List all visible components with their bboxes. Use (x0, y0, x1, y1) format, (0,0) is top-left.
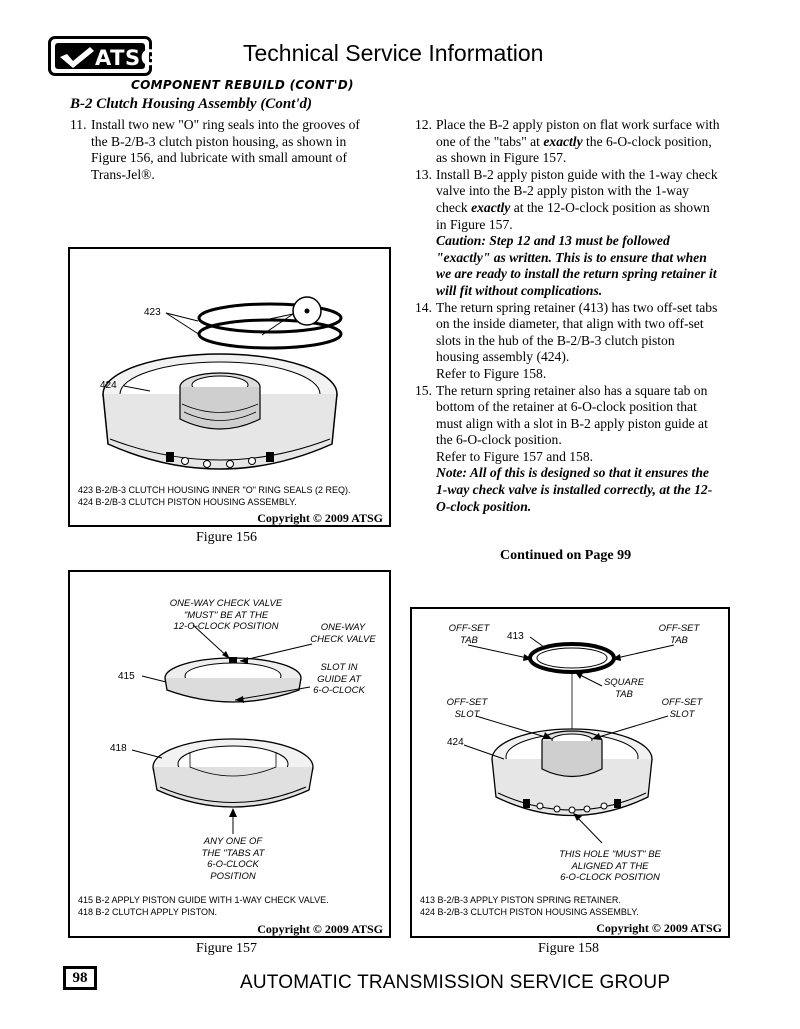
caption-line: 423 B-2/B-3 CLUTCH HOUSING INNER "O" RING SEALS (2 REQ). (78, 485, 351, 495)
callout-line: SLOT IN (320, 662, 358, 673)
step-11 (70, 117, 370, 183)
figure-reference: Refer to Figure 157 and 158. (436, 448, 594, 464)
callout-check-valve (310, 622, 376, 645)
callout-line: "MUST" BE AT THE (183, 609, 269, 621)
step-12 (415, 117, 720, 167)
caption-line: 415 B-2 APPLY PISTON GUIDE WITH 1-WAY CHECK VALVE. (78, 895, 329, 905)
page-number: 98 (63, 966, 97, 990)
caution-note: Caution: Step 12 and 13 must be followed "exactly" as written. This is to ensure that when we are ready to install the return spring retainer it will fit without complications. (436, 233, 717, 298)
section-title: COMPONENT REBUILD (CONT'D) (131, 78, 354, 92)
step-text: at the 12-O-clock position as shown in Figure 157. (436, 199, 710, 232)
figure-158-label: Figure 158 (538, 941, 600, 956)
ref-423: 423 (144, 307, 161, 318)
step-number: 13. (415, 166, 432, 182)
callout-line: 6-O-CLOCK (207, 859, 259, 870)
callout-line: OFF-SET (446, 697, 488, 708)
ref-415: 415 (118, 671, 135, 682)
step-14 (415, 300, 720, 383)
callout-line: CHECK VALVE (310, 633, 376, 645)
figure-157 (68, 570, 391, 938)
step-number: 15. (415, 382, 432, 398)
callout-line: ALIGNED AT THE (571, 860, 649, 872)
callout-hole (544, 849, 676, 884)
page-title: Technical Service Information (243, 40, 544, 66)
figure-156 (68, 247, 391, 527)
spring-retainer-drawing (412, 609, 732, 940)
ref-424: 424 (447, 737, 464, 748)
callout-line: 6-O-CLOCK POSITION (560, 872, 660, 883)
emphasis: exactly (471, 199, 511, 215)
step-text: the 6-O-clock position, as shown in Figure 157. (436, 133, 712, 166)
step-number: 12. (415, 117, 432, 132)
callout-line: ONE-WAY (320, 622, 366, 633)
caption-line: 424 B-2/B-3 CLUTCH PISTON HOUSING ASSEMBLY. (78, 497, 297, 507)
callout-line: OFF-SET (661, 697, 703, 708)
callout-tabs (188, 836, 278, 882)
callout-line: TAB (615, 688, 633, 700)
step-text: Install B-2 apply piston guide with the 1-way check valve into the B-2 apply piston with the 1-way check (436, 166, 718, 215)
note: Note: All of this is designed so that it ensures the 1-way check valve is installed correctly, at the 12-O-clock position. (436, 465, 713, 514)
callout-offset-tab-left (442, 623, 496, 646)
figure-caption (78, 894, 329, 918)
logo-text: ATSG (95, 46, 159, 70)
ref-413: 413 (507, 631, 524, 642)
caption-line: 424 B-2/B-3 CLUTCH PISTON HOUSING ASSEMBLY. (420, 907, 639, 917)
step-13 (415, 167, 720, 300)
callout-line: ANY ONE OF (203, 836, 263, 847)
callout-line: 12-O-CLOCK POSITION (173, 621, 279, 632)
callout-line: SQUARE (603, 677, 645, 688)
footer-company: AUTOMATIC TRANSMISSION SERVICE GROUP (240, 972, 671, 993)
callout-line: TAB (670, 634, 688, 646)
continued-note: Continued on Page 99 (500, 548, 632, 563)
copyright: Copyright © 2009 ATSG (257, 922, 383, 936)
callout-line: ONE-WAY CHECK VALVE (169, 598, 283, 609)
emphasis: exactly (543, 133, 583, 149)
figure-caption (420, 894, 639, 918)
callout-check-valve-must (166, 598, 286, 633)
step-text: The return spring retainer (413) has two off-set tabs on the inside diameter, that align with two off-set slots in the hub of the B-2/B-3 clutch piston housing assembly (424). (436, 299, 718, 365)
ref-424: 424 (100, 380, 117, 391)
callout-line: 6-O-CLOCK (313, 685, 365, 696)
callout-line: SLOT (669, 708, 695, 720)
callout-square-tab (598, 677, 650, 700)
figure-caption (78, 484, 350, 508)
callout-offset-slot-right (655, 697, 709, 720)
copyright: Copyright © 2009 ATSG (596, 921, 722, 935)
left-column-text (70, 117, 370, 183)
callout-line: OFF-SET (658, 623, 700, 634)
callout-line: SLOT (454, 708, 480, 720)
figure-156-label: Figure 156 (196, 530, 258, 545)
right-column-text (415, 117, 720, 515)
callout-offset-tab-right (652, 623, 706, 646)
step-number: 14. (415, 299, 432, 315)
callout-line: THE "TABS AT (201, 847, 265, 859)
checkmark-icon (57, 45, 97, 71)
callout-line: GUIDE AT (317, 673, 361, 685)
ref-418: 418 (110, 743, 127, 754)
step-number: 11. (70, 117, 87, 132)
step-text: Place the B-2 apply piston on flat work surface with one of the "tabs" at (436, 117, 720, 149)
step-15 (415, 383, 720, 516)
callout-line: POSITION (210, 870, 256, 882)
callout-line: TAB (460, 634, 478, 646)
figure-reference: Refer to Figure 158. (436, 365, 547, 381)
caption-line: 413 B-2/B-3 APPLY PISTON SPRING RETAINER. (420, 895, 621, 905)
callout-line: THIS HOLE "MUST" BE (559, 849, 661, 860)
callout-offset-slot-left (440, 697, 494, 720)
figure-158 (410, 607, 730, 938)
caption-line: 418 B-2 CLUTCH APPLY PISTON. (78, 907, 218, 917)
step-text: The return spring retainer also has a square tab on bottom of the retainer at 6-O-clock position that must align with a slot in B-2 apply piston guide at the 6-O-clock position. (436, 382, 708, 448)
callout-line: OFF-SET (448, 623, 490, 634)
figure-157-label: Figure 157 (196, 941, 258, 956)
step-text: Install two new "O" ring seals into the grooves of the B-2/B-3 clutch piston housing, as shown in Figure 156, and lubricate with small amount of Trans-Jel®. (91, 117, 360, 182)
subsection-title: B-2 Clutch Housing Assembly (Cont'd) (70, 96, 312, 112)
atsg-logo (48, 36, 159, 76)
copyright: Copyright © 2009 ATSG (257, 511, 383, 525)
callout-slot (306, 662, 372, 697)
